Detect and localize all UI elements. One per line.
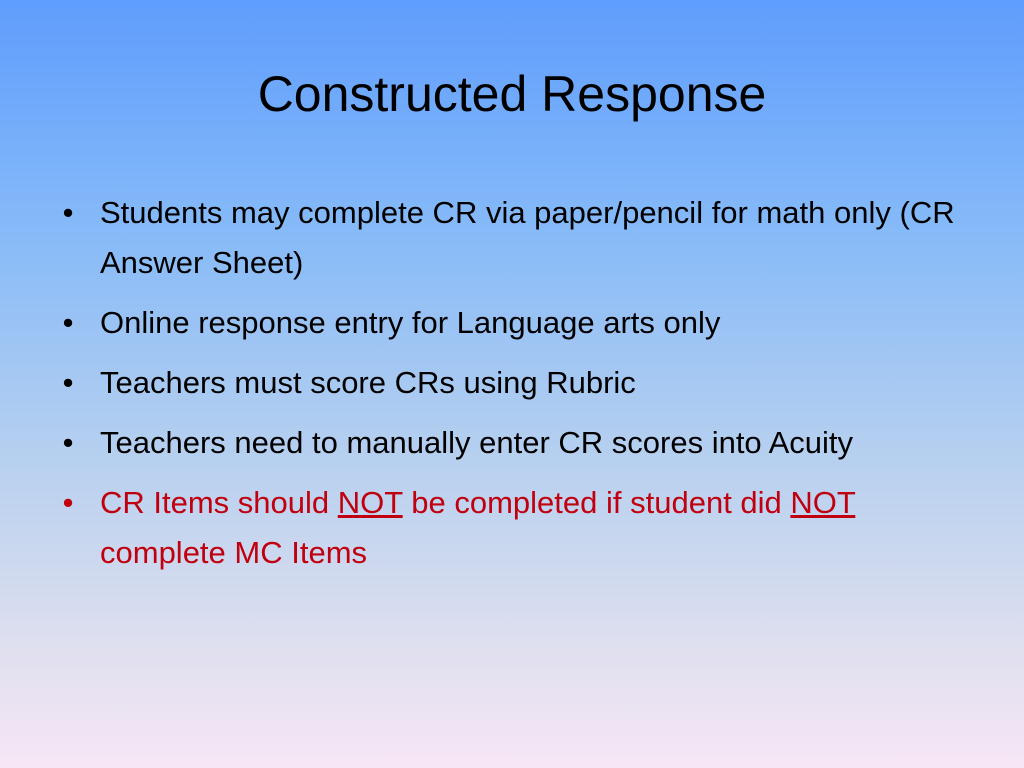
emphasis-not: NOT bbox=[337, 485, 403, 520]
warning-bullet-item bbox=[58, 478, 958, 578]
bullet-marker: • bbox=[62, 365, 74, 400]
warning-text-part: CR Items should bbox=[100, 485, 338, 520]
bullet-marker: • bbox=[62, 425, 74, 460]
slide-title: Constructed Response bbox=[257, 66, 767, 122]
bullet-text: Teachers need to manually enter CR scores into Acuity bbox=[100, 425, 853, 460]
bullet-item bbox=[58, 298, 958, 348]
bullet-text: Teachers must score CRs using Rubric bbox=[100, 365, 636, 400]
warning-text-part: be completed if student did bbox=[402, 485, 791, 520]
bullet-item bbox=[58, 418, 958, 468]
bullet-marker: • bbox=[62, 305, 74, 340]
warning-text-part: complete MC Items bbox=[100, 535, 368, 570]
bullet-marker: • bbox=[62, 195, 74, 230]
bullet-text: Students may complete CR via paper/pencil for math only (CR Answer Sheet) bbox=[100, 195, 955, 280]
bullet-item bbox=[58, 358, 958, 408]
bullet-list bbox=[58, 188, 958, 588]
bullet-text: Online response entry for Language arts only bbox=[100, 305, 721, 340]
emphasis-not: NOT bbox=[790, 485, 856, 520]
bullet-marker: • bbox=[62, 485, 74, 520]
bullet-item bbox=[58, 188, 958, 288]
